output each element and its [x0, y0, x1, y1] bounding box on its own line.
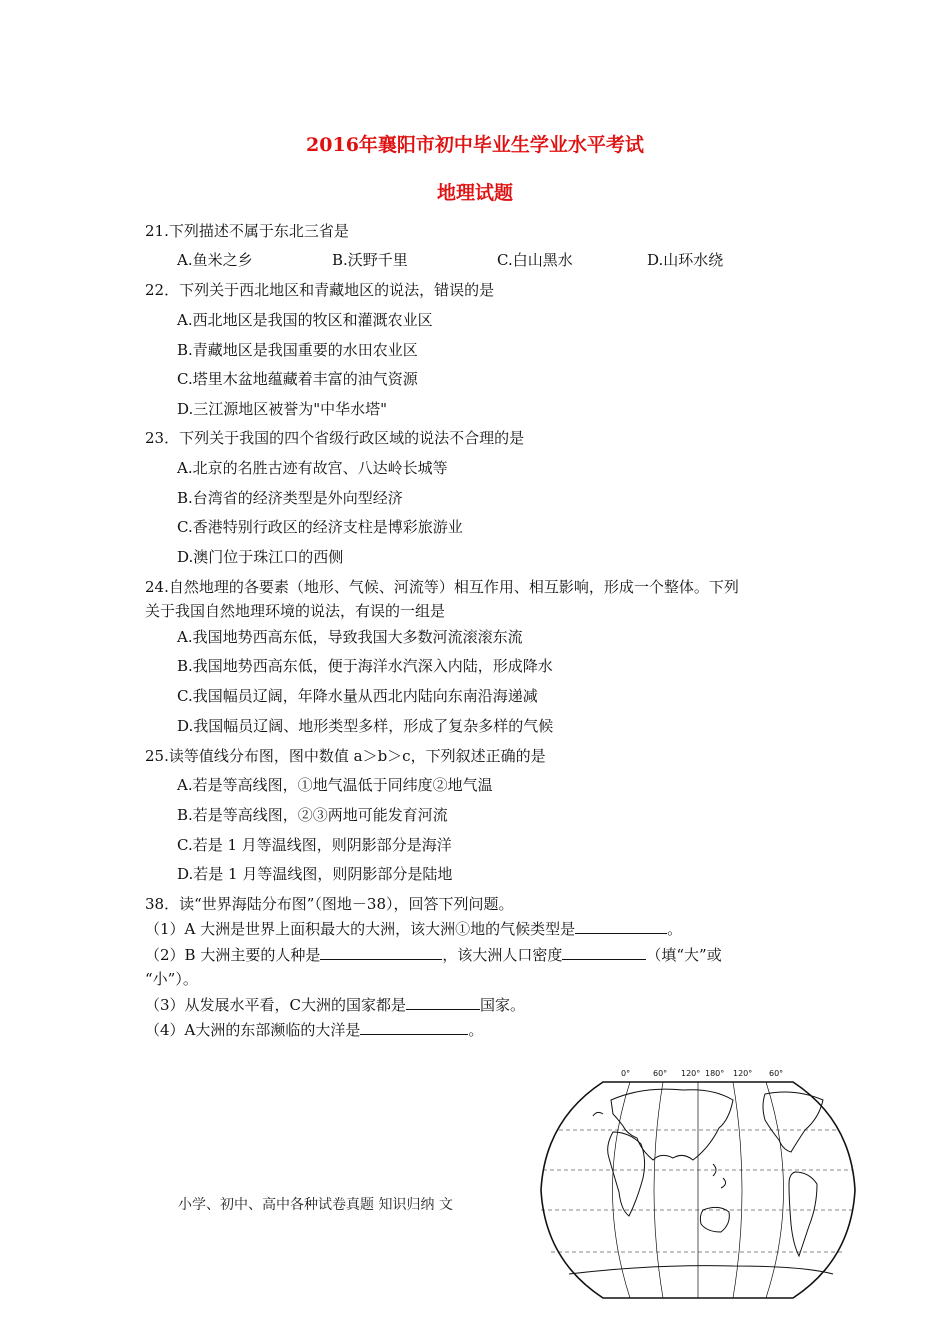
lon-label-120w: 120°: [733, 1069, 753, 1078]
q22-stem: 22．下列关于西北地区和青藏地区的说法，错误的是: [145, 281, 495, 299]
q38-part1-text: （1）A 大洲是世界上面积最大的大洲，该大洲①地的气候类型是: [145, 920, 576, 938]
q22-option-b: B.青藏地区是我国重要的水田农业区: [177, 341, 418, 359]
world-map-figure: [533, 1060, 863, 1300]
continent-outlines: [569, 1089, 833, 1274]
q38-stem: 38．读“世界海陆分布图”（图地－38），回答下列问题。: [145, 895, 514, 913]
lon-label-0: 0°: [621, 1069, 631, 1078]
q38-part2-mid: ，该大洲人口密度: [442, 946, 563, 964]
q25-option-b: B.若是等高线图，②③两地可能发育河流: [177, 806, 448, 824]
q38-part1-end: 。: [667, 920, 683, 938]
q38-part2-cont: “小”）。: [145, 970, 198, 988]
q23-option-c: C.香港特别行政区的经济支柱是博彩旅游业: [177, 518, 463, 536]
q38-part4-text: （4）A大洲的东部濒临的大洋是: [145, 1021, 361, 1039]
q23-option-b: B.台湾省的经济类型是外向型经济: [177, 489, 403, 507]
q24-option-a: A.我国地势西高东低，导致我国大多数河流滚滚东流: [177, 628, 523, 646]
q24-stem-line1: 24.自然地理的各要素（地形、气候、河流等）相互作用、相互影响，形成一个整体。下列: [145, 578, 739, 596]
q38-part2-text: （2）B 大洲主要的人种是: [145, 946, 321, 964]
q21-option-c: C.白山黑水: [497, 251, 573, 269]
q21-option-d: D.山环水绕: [647, 251, 724, 269]
q21-option-b: B.沃野千里: [332, 251, 408, 269]
exam-subtitle: 地理试题: [436, 182, 513, 204]
q25-stem: 25.读等值线分布图，图中数值 a＞b＞c，下列叙述正确的是: [145, 747, 546, 765]
antarctica-outline: [569, 1266, 833, 1274]
q25-option-a: A.若是等高线图，①地气温低于同纬度②地气温: [177, 776, 493, 794]
q25-option-c: C.若是 1 月等温线图，则阴影部分是海洋: [177, 836, 452, 854]
q38-answer-blank-4[interactable]: [406, 995, 480, 1010]
q24-option-b: B.我国地势西高东低，便于海洋水汽深入内陆，形成降水: [177, 657, 553, 675]
eurasia-outline: [611, 1089, 733, 1160]
lon-label-60w: 60°: [769, 1069, 784, 1078]
q23-option-d: D.澳门位于珠江口的西侧: [177, 548, 344, 566]
longitude-labels: [621, 1069, 783, 1078]
q21-option-a: A.鱼米之乡: [177, 251, 253, 269]
q38-part3-end: 国家。: [480, 996, 526, 1014]
lon-label-120e: 120°: [681, 1069, 701, 1078]
north-america-outline: [763, 1092, 823, 1152]
q24-option-c: C.我国幅员辽阔，年降水量从西北内陆向东南沿海递减: [177, 687, 538, 705]
q38-part1: [145, 918, 682, 939]
lon-label-180: 180°: [705, 1069, 725, 1078]
q25-option-d: D.若是 1 月等温线图，则阴影部分是陆地: [177, 865, 453, 883]
q38-answer-blank-3[interactable]: [562, 945, 646, 960]
africa-outline: [608, 1132, 645, 1216]
q24-stem-line2: 关于我国自然地理环境的说法，有误的一组是: [145, 602, 446, 620]
q22-option-a: A.西北地区是我国的牧区和灌溉农业区: [177, 311, 433, 329]
lon-label-60e: 60°: [653, 1069, 668, 1078]
q38-part3-text: （3）从发展水平看，C大洲的国家都是: [145, 996, 407, 1014]
q22-option-c: C.塔里木盆地蕴藏着丰富的油气资源: [177, 370, 418, 388]
q38-part2: [145, 944, 722, 965]
q23-stem: 23．下列关于我国的四个省级行政区域的说法不合理的是: [145, 429, 525, 447]
q38-answer-blank-2[interactable]: [320, 945, 442, 960]
q38-part2-end: （填“大”或: [646, 946, 722, 964]
q38-part4: [145, 1019, 483, 1040]
footer-text: 小学、初中、高中各种试卷真题 知识归纳 文: [178, 1197, 453, 1213]
q38-part4-end: 。: [468, 1021, 484, 1039]
q38-answer-blank-1[interactable]: [575, 919, 667, 934]
q23-option-a: A.北京的名胜古迹有故宫、八达岭长城等: [177, 459, 448, 477]
q21-stem: 21.下列描述不属于东北三省是: [145, 222, 349, 240]
q38-answer-blank-5[interactable]: [360, 1020, 468, 1035]
south-america-outline: [789, 1172, 817, 1256]
q38-part3: [145, 994, 525, 1015]
q22-option-d: D.三江源地区被誉为"中华水塔": [177, 400, 388, 418]
q24-option-d: D.我国幅员辽阔、地形类型多样，形成了复杂多样的气候: [177, 717, 554, 735]
australia-outline: [700, 1207, 729, 1232]
exam-title: 2016年襄阳市初中毕业生学业水平考试: [306, 134, 644, 156]
